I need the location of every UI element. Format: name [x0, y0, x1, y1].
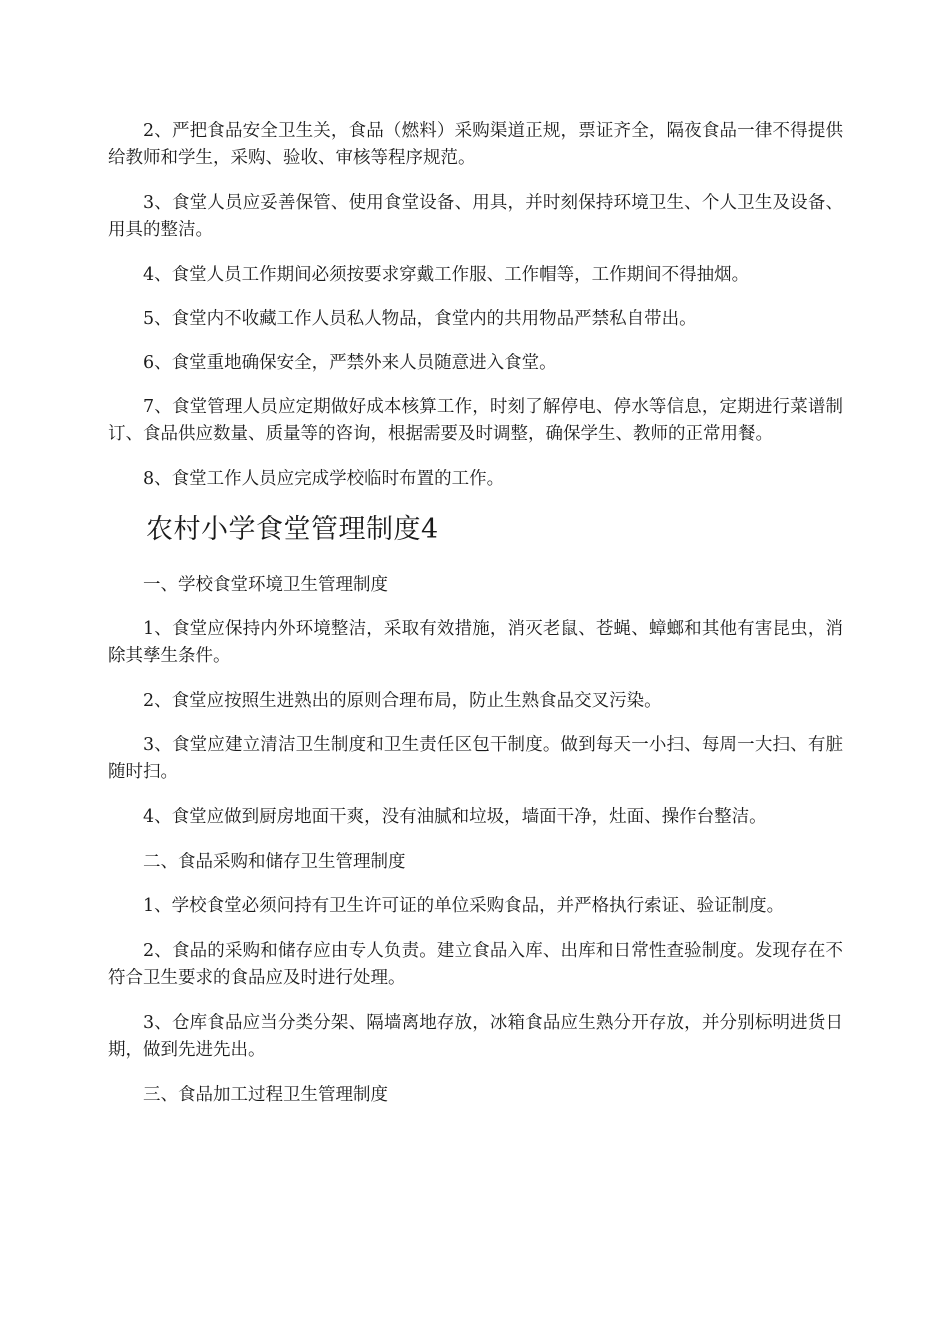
subsection-heading-1: 一、学校食堂环境卫生管理制度 [143, 575, 388, 595]
paragraph-purchase-1: 1、学校食堂必须问持有卫生许可证的单位采购食品，并严格执行索证、验证制度。 [143, 896, 785, 916]
paragraph-env-1: 1、食堂应保持内外环境整洁，采取有效措施，消灭老鼠、苍蝇、蟑螂和其他有害昆虫，消除其孳生条件。 [108, 619, 843, 666]
paragraph-item-6: 6、食堂重地确保安全，严禁外来人员随意进入食堂。 [143, 353, 557, 373]
paragraph-purchase-2: 2、食品的采购和储存应由专人负责。建立食品入库、出库和日常性查验制度。发现存在不符合卫生要求的食品应及时进行处理。 [108, 941, 843, 988]
subsection-heading-3: 三、食品加工过程卫生管理制度 [143, 1085, 388, 1105]
document-page [108, 118, 843, 1126]
paragraph-env-3: 3、食堂应建立清洁卫生制度和卫生责任区包干制度。做到每天一小扫、每周一大扫、有脏随时扫。 [108, 735, 843, 782]
paragraph-env-4: 4、食堂应做到厨房地面干爽，没有油腻和垃圾，墙面干净，灶面、操作台整洁。 [143, 807, 767, 827]
paragraph-purchase-3: 3、仓库食品应当分类分架、隔墙离地存放，冰箱食品应生熟分开存放，并分别标明进货日期，做到先进先出。 [108, 1013, 843, 1060]
paragraph-item-4: 4、食堂人员工作期间必须按要求穿戴工作服、工作帽等，工作期间不得抽烟。 [143, 265, 750, 285]
paragraph-item-3: 3、食堂人员应妥善保管、使用食堂设备、用具，并时刻保持环境卫生、个人卫生及设备、用具的整洁。 [108, 193, 843, 240]
paragraph-item-7: 7、食堂管理人员应定期做好成本核算工作，时刻了解停电、停水等信息，定期进行菜谱制订、食品供应数量、质量等的咨询，根据需要及时调整，确保学生、教师的正常用餐。 [108, 397, 843, 444]
section-title: 农村小学食堂管理制度4 [146, 514, 439, 545]
paragraph-item-8: 8、食堂工作人员应完成学校临时布置的工作。 [143, 469, 505, 489]
paragraph-item-2: 2、严把食品安全卫生关，食品（燃料）采购渠道正规，票证齐全，隔夜食品一律不得提供给教师和学生，采购、验收、审核等程序规范。 [108, 121, 843, 168]
paragraph-env-2: 2、食堂应按照生进熟出的原则合理布局，防止生熟食品交叉污染。 [143, 691, 662, 711]
paragraph-item-5: 5、食堂内不收藏工作人员私人物品，食堂内的共用物品严禁私自带出。 [143, 309, 697, 329]
subsection-heading-2: 二、食品采购和储存卫生管理制度 [143, 852, 406, 872]
